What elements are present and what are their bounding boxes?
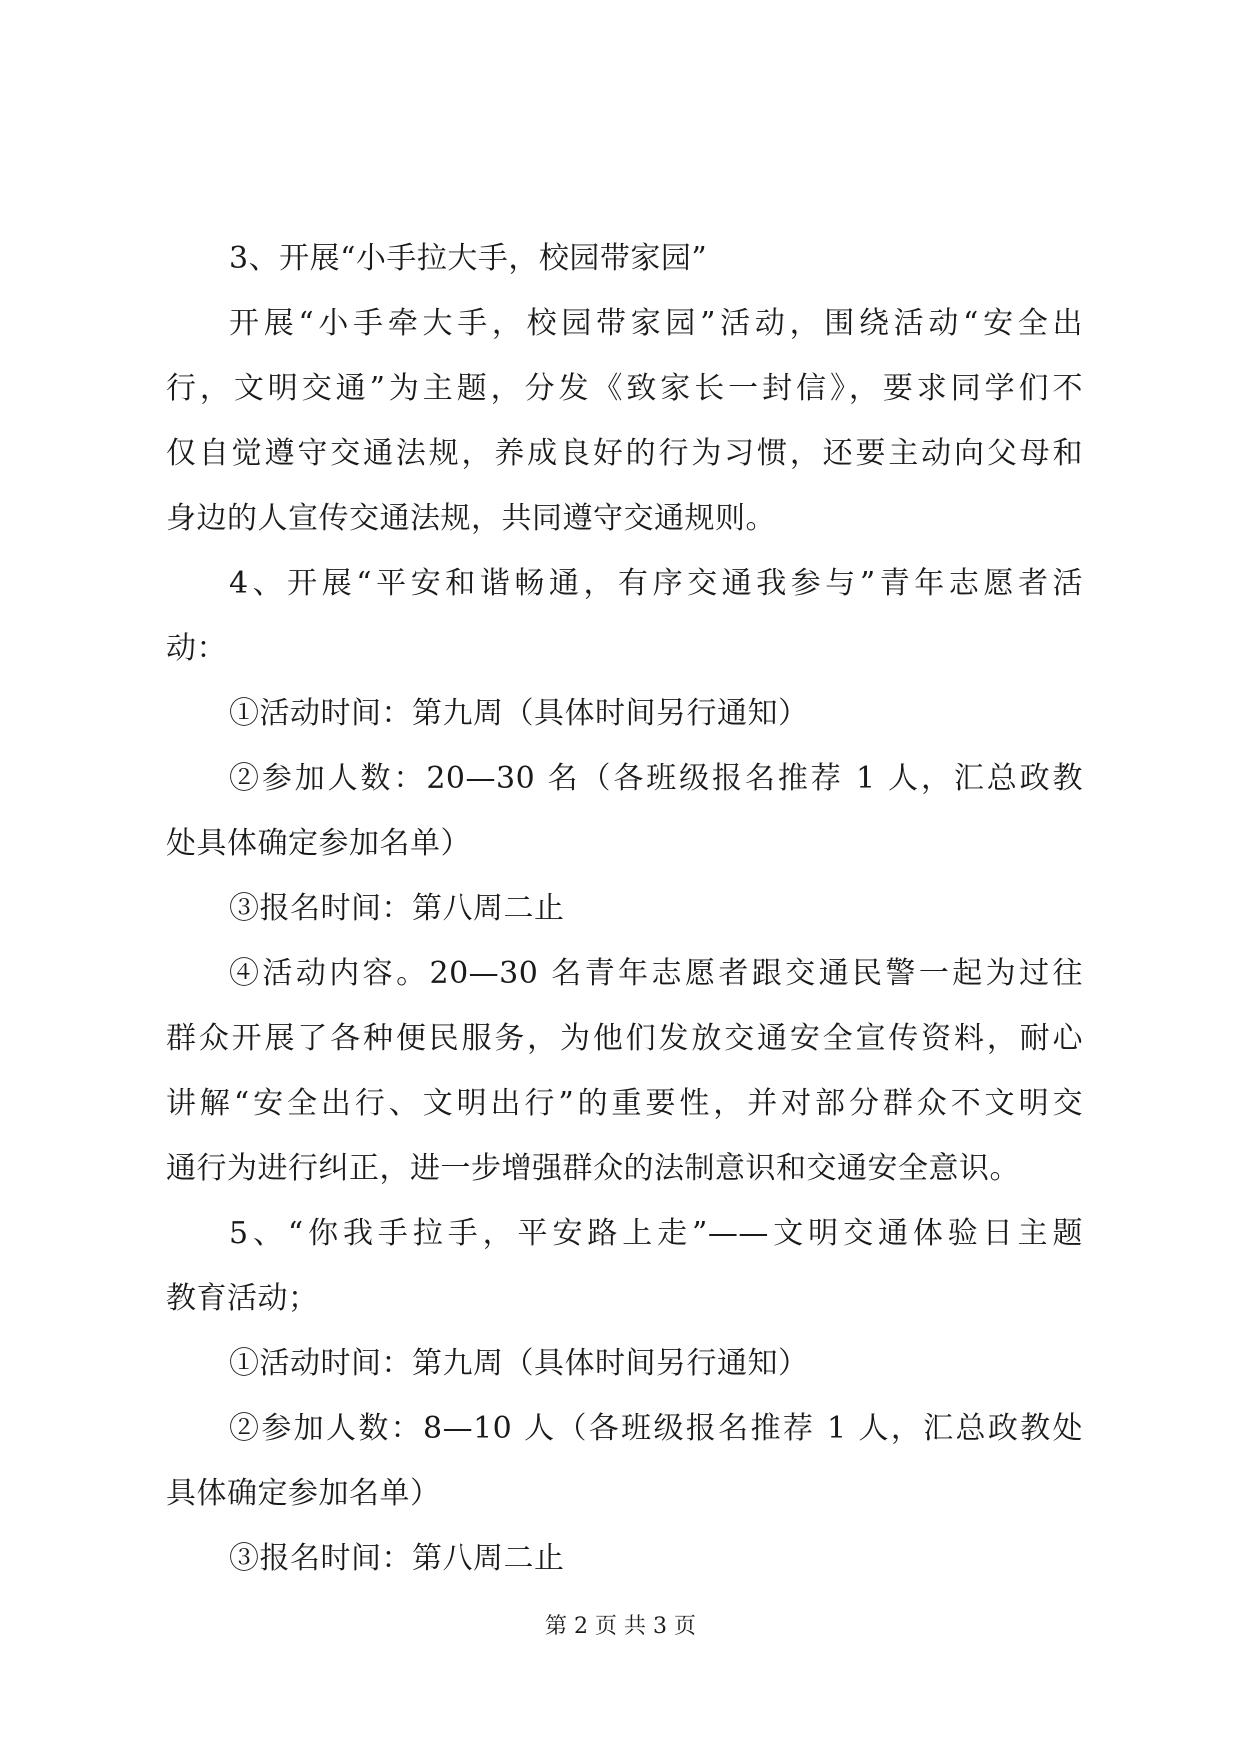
text-line: ④活动内容。20—30 名青年志愿者跟交通民警一起为过往	[229, 956, 1083, 991]
text-line: 行，文明交通”为主题，分发《致家长一封信》，要求同学们不	[166, 371, 1083, 406]
document-body	[166, 226, 1083, 1591]
text-line: 通行为进行纠正，进一步增强群众的法制意识和交通安全意识。	[166, 1151, 1020, 1186]
text-line: 讲解“安全出行、文明出行”的重要性，并对部分群众不文明交	[166, 1086, 1083, 1121]
text-line: 处具体确定参加名单）	[166, 826, 471, 861]
text-line: 开展“小手牵大手，校园带家园”活动，围绕活动“安全出	[229, 306, 1083, 341]
page-footer	[0, 1612, 1241, 1642]
text-line: 教育活动；	[166, 1281, 319, 1316]
page-number-label: 第 2 页 共 3 页	[545, 1614, 696, 1639]
text-line: 4、开展“平安和谐畅通，有序交通我参与”青年志愿者活	[229, 566, 1083, 601]
text-line: 群众开展了各种便民服务，为他们发放交通安全宣传资料，耐心	[166, 1021, 1083, 1056]
text-line: 5、“你我手拉手，平安路上走”——文明交通体验日主题	[229, 1216, 1083, 1251]
text-line: ①活动时间：第九周（具体时间另行通知）	[229, 1346, 809, 1381]
text-line: 具体确定参加名单）	[166, 1476, 441, 1511]
text-line: 身边的人宣传交通法规，共同遵守交通规则。	[166, 501, 776, 536]
text-line: ②参加人数：20—30 名（各班级报名推荐 1 人，汇总政教	[229, 761, 1083, 796]
text-line: 仅自觉遵守交通法规，养成良好的行为习惯，还要主动向父母和	[166, 436, 1083, 471]
text-line: 动：	[166, 631, 227, 666]
text-line: ③报名时间：第八周二止	[229, 891, 565, 926]
text-line: ②参加人数：8—10 人（各班级报名推荐 1 人，汇总政教处	[229, 1411, 1083, 1446]
text-line: 3、开展“小手拉大手，校园带家园”	[229, 241, 708, 276]
text-line: ①活动时间：第九周（具体时间另行通知）	[229, 696, 809, 731]
text-line: ③报名时间：第八周二止	[229, 1541, 565, 1576]
